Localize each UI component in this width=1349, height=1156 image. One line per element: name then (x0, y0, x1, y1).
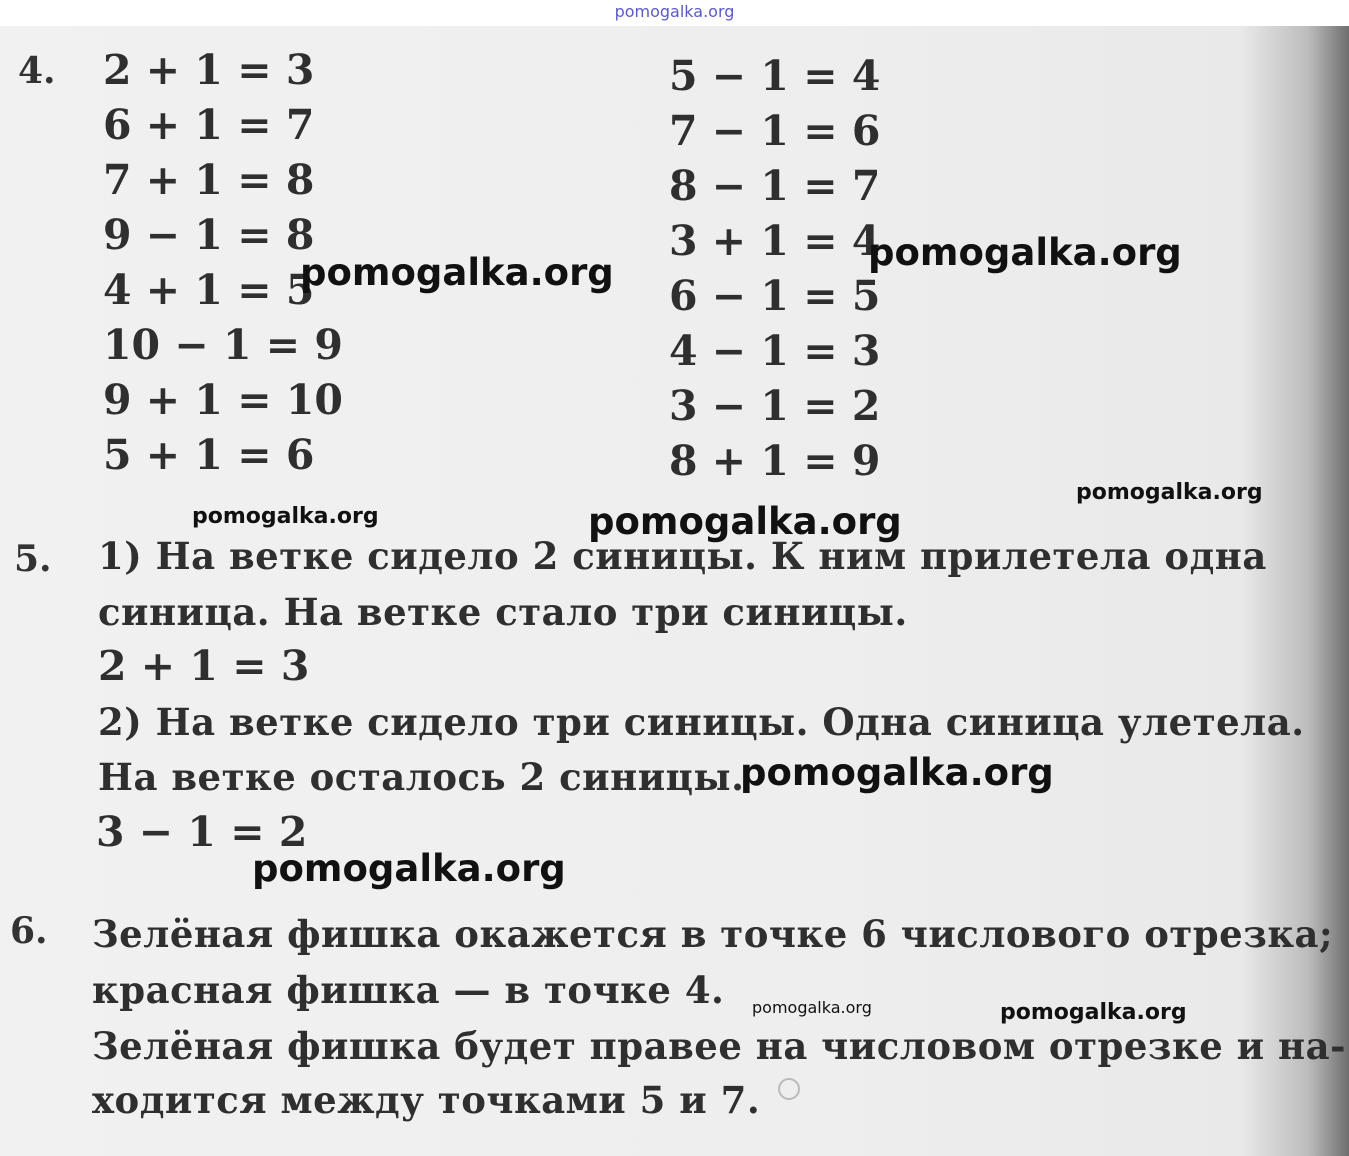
task4-number: 4. (18, 50, 56, 92)
task5-line: 2) На ветке сидело три синицы. Одна синица улетела. (98, 700, 1305, 744)
equation: 4 + 1 = 5 (103, 266, 315, 314)
task5-line: синица. На ветке стало три синицы. (98, 590, 908, 634)
equation: 8 + 1 = 9 (669, 437, 881, 485)
watermark: pomogalka.org (752, 998, 872, 1017)
task6-line: Зелёная фишка будет правее на числовом отрезке и на- (92, 1024, 1346, 1068)
watermark: pomogalka.org (252, 847, 566, 890)
equation: 7 + 1 = 8 (103, 156, 315, 204)
equation: 6 − 1 = 5 (669, 272, 881, 320)
watermark: pomogalka.org (740, 751, 1054, 794)
task6-line: ходится между точками 5 и 7. (92, 1078, 761, 1122)
textbook-page (0, 26, 1349, 1156)
equation: 6 + 1 = 7 (103, 101, 315, 149)
task6-line: Зелёная фишка окажется в точке 6 числового отрезка; (92, 912, 1334, 956)
watermark: pomogalka.org (588, 500, 902, 543)
task5-equation: 3 − 1 = 2 (96, 808, 308, 856)
show-through (0, 390, 12, 425)
equation: 5 + 1 = 6 (103, 431, 315, 479)
equation: 2 + 1 = 3 (103, 46, 315, 94)
watermark: pomogalka.org (300, 251, 614, 294)
equation: 7 − 1 = 6 (669, 107, 881, 155)
equation: 4 − 1 = 3 (669, 327, 881, 375)
watermark: pomogalka.org (868, 231, 1182, 274)
task5-equation: 2 + 1 = 3 (98, 642, 310, 690)
task5-number: 5. (14, 538, 52, 580)
task5-line: 1) На ветке сидело 2 синицы. К ним прилетела одна (98, 534, 1267, 578)
equation: 3 − 1 = 2 (669, 382, 881, 430)
equation: 3 + 1 = 4 (669, 217, 881, 265)
equation: 8 − 1 = 7 (669, 162, 881, 210)
equation: 5 − 1 = 4 (669, 52, 881, 100)
page-hole (778, 1078, 800, 1100)
equation: 9 + 1 = 10 (103, 376, 343, 424)
top-watermark: pomogalka.org (614, 2, 735, 21)
task6-number: 6. (10, 910, 48, 952)
equation: 9 − 1 = 8 (103, 211, 315, 259)
equation: 10 − 1 = 9 (103, 321, 343, 369)
task6-line: красная фишка — в точке 4. (92, 968, 725, 1012)
task5-line: На ветке осталось 2 синицы. (98, 755, 745, 799)
watermark: pomogalka.org (1000, 1000, 1187, 1025)
watermark: pomogalka.org (1076, 480, 1263, 505)
watermark: pomogalka.org (192, 504, 379, 529)
